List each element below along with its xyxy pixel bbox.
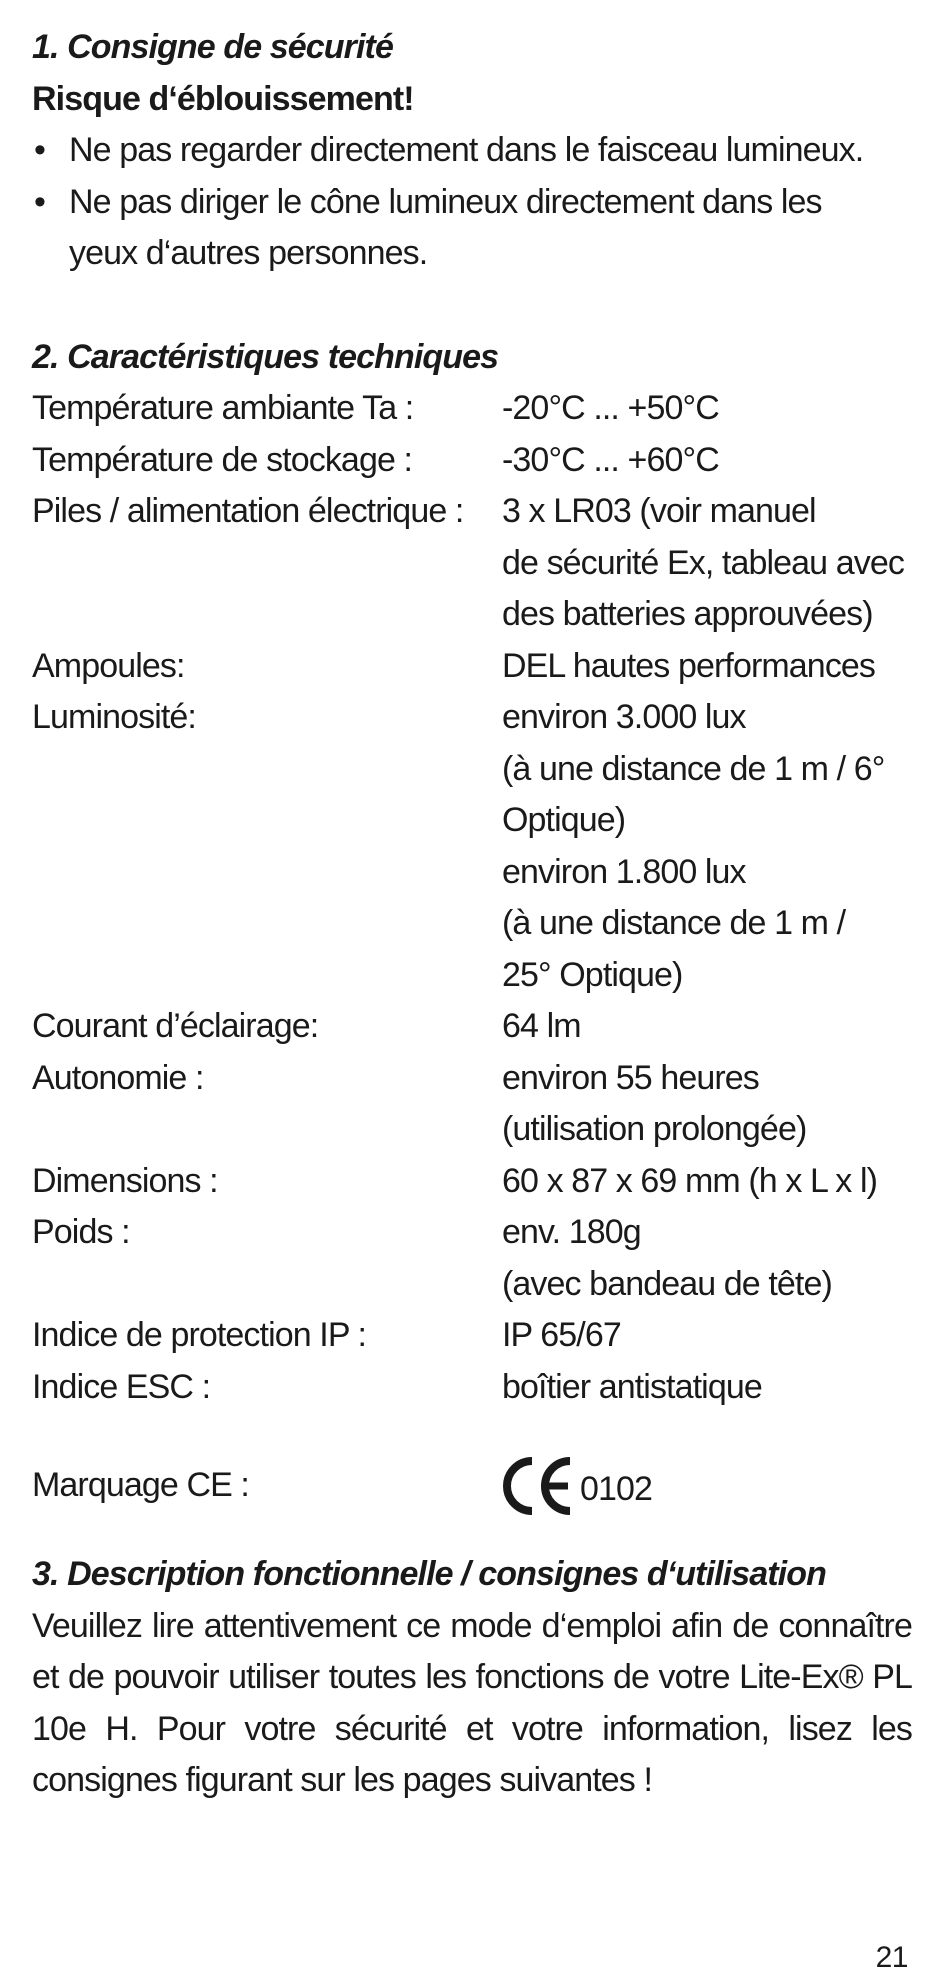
spec-label: Luminosité:: [32, 698, 196, 736]
usage-paragraph: Veuillez lire attentivement ce mode d‘emploi afin de connaître et de pouvoir utiliser toutes les fonctions de votre Lite-Ex® PL 10e H. Pour votre sécurité et votre information, lisez les consignes figurant sur les pages suivantes !: [32, 1606, 912, 1799]
spec-label: Température ambiante Ta :: [32, 389, 414, 427]
spec-value: (à une distance de 1 m /: [502, 904, 846, 942]
spec-label: Indice ESC :: [32, 1367, 211, 1406]
spec-row: [32, 383, 912, 435]
spec-value-group: [502, 383, 719, 435]
ce-marking-label: Marquage CE :: [32, 1466, 249, 1504]
section-2-heading: 2. Caractéristiques techniques: [32, 337, 499, 376]
spec-row: [32, 692, 912, 1001]
bullet-dot-icon: •: [34, 182, 46, 221]
section-3-heading: 3. Description fonctionnelle / consignes d‘utilisation: [32, 1555, 826, 1593]
spec-value-group: [502, 692, 884, 1001]
spec-value-group: [502, 1001, 581, 1053]
spec-value: environ 1.800 lux: [502, 852, 746, 891]
spec-value: 25° Optique): [502, 955, 683, 994]
spec-value-group: [502, 1053, 806, 1156]
spec-value: Optique): [502, 801, 626, 839]
spec-value: boîtier antistatique: [502, 1367, 762, 1406]
spec-value: env. 180g: [502, 1213, 641, 1251]
spec-value-group: [502, 486, 904, 641]
spec-value-group: [502, 1207, 832, 1310]
section-spacer: [32, 1515, 912, 1549]
spec-label: Dimensions :: [32, 1161, 218, 1200]
document-page: [32, 22, 912, 1807]
bullet-dot-icon: •: [34, 131, 46, 169]
spec-value-group: [502, 1310, 621, 1362]
section-1-heading: 1. Consigne de sécurité: [32, 28, 393, 66]
spec-label: Piles / alimentation électrique :: [32, 492, 464, 530]
spec-value-group: [502, 1156, 877, 1208]
ce-logo-icon: [502, 1457, 578, 1515]
spec-row: [32, 1156, 912, 1208]
spec-row: [32, 1362, 912, 1414]
spec-row: [32, 435, 912, 487]
spec-row: [32, 1001, 912, 1053]
spec-value: (à une distance de 1 m / 6°: [502, 749, 885, 788]
spec-value: -30°C ... +60°C: [502, 440, 719, 479]
safety-bullet-list: [32, 125, 912, 280]
spec-value-group: [502, 1362, 762, 1414]
safety-bullet-item: [32, 177, 912, 280]
spec-value: 60 x 87 x 69 mm (h x L x l): [502, 1161, 878, 1200]
spec-value: des batteries approuvées): [502, 595, 873, 633]
ce-marking-row: [32, 1423, 912, 1515]
spec-table: [32, 383, 912, 1413]
spec-value: IP 65/67: [502, 1316, 621, 1354]
safety-bullet-item: [32, 125, 912, 177]
section-spacer: [32, 280, 912, 332]
bullet-text-line: Ne pas regarder directement dans le faisceau lumineux.: [69, 131, 864, 169]
spec-value: environ 55 heures: [502, 1058, 759, 1097]
spec-value: 3 x LR03 (voir manuel: [502, 492, 816, 530]
spec-row: [32, 1053, 912, 1156]
page-number: 21: [875, 1941, 908, 1974]
glare-warning: Risque d‘éblouissement!: [32, 79, 414, 118]
spec-value: de sécurité Ex, tableau avec: [502, 543, 904, 582]
spec-label: Ampoules:: [32, 646, 185, 685]
spec-label: Courant d’éclairage:: [32, 1007, 319, 1045]
spec-value: 64 lm: [502, 1007, 581, 1045]
spec-row: [32, 486, 912, 641]
spec-value: DEL hautes performances: [502, 646, 876, 685]
ce-notified-body-number: 0102: [580, 1470, 653, 1508]
spec-row: [32, 1207, 912, 1310]
spec-value-group: [502, 641, 875, 693]
bullet-text-line: yeux d‘autres personnes.: [69, 234, 428, 272]
spec-value: -20°C ... +50°C: [502, 389, 719, 427]
spec-value: (avec bandeau de tête): [502, 1264, 832, 1303]
spec-value: environ 3.000 lux: [502, 698, 746, 736]
spec-row: [32, 641, 912, 693]
bullet-text-line: Ne pas diriger le cône lumineux directement dans les: [69, 182, 822, 221]
spec-value-group: [502, 435, 719, 487]
spec-value: (utilisation prolongée): [502, 1110, 807, 1148]
spec-label: Autonomie :: [32, 1058, 204, 1097]
spec-label: Poids :: [32, 1213, 130, 1251]
spec-label: Indice de protection IP :: [32, 1316, 367, 1354]
spec-label: Température de stockage :: [32, 440, 413, 479]
ce-mark: [502, 1457, 652, 1515]
spec-row: [32, 1310, 912, 1362]
